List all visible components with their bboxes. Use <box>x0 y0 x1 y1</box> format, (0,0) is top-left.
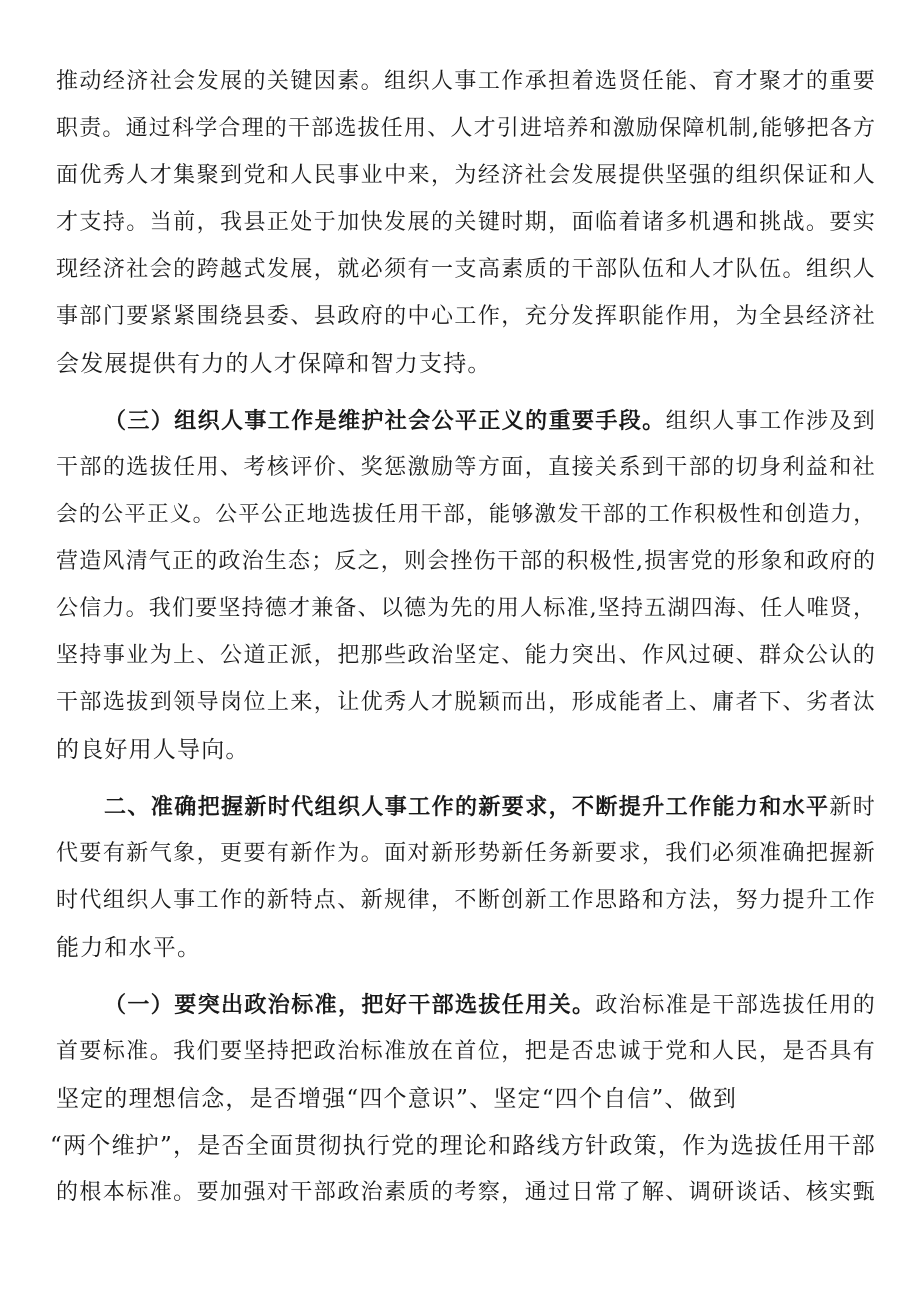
paragraph-line: 现经济社会的跨越式发展，就必须有一支高素质的干部队伍和人才队伍。组织人 <box>56 257 876 282</box>
paragraph-line: 营造风清气正的政治生态；反之，则会挫伤干部的积极性,损害党的形象和政府的 <box>56 549 877 574</box>
paragraph-line: 干部的选拔任用、考核评价、奖惩激励等方面，直接关系到干部的切身利益和社 <box>56 455 876 480</box>
section-heading: 二、准确把握新时代组织人事工作的新要求，不断提升工作能力和水平 <box>104 794 830 820</box>
paragraph-line: 坚定的理想信念，是否增强“四个意识”、坚定“四个自信”、做到 <box>56 1086 738 1112</box>
paragraph-line: 才支持。当前，我县正处于加快发展的关键时期，面临着诸多机遇和挑战。要实 <box>56 210 876 235</box>
paragraph-line: 的良好用人导向。 <box>56 737 250 763</box>
paragraph-line: 会的公平正义。公平公正地选拔任用干部，能够激发干部的工作积极性和创造力， <box>56 502 876 527</box>
paragraph-line: “两个维护”，是否全面贯彻执行党的理论和路线方针政策，作为选拔任用干部 <box>50 1133 876 1159</box>
paragraph-line: 首要标准。我们要坚持把政治标准放在首位，把是否忠诚于党和人民，是否具有 <box>56 1039 876 1064</box>
paragraph-line: 干部选拔到领导岗位上来，让优秀人才脱颖而出，形成能者上、庸者下、劣者汰 <box>56 690 876 715</box>
paragraph-line: 时代组织人事工作的新特点、新规律，不断创新工作思路和方法，努力提升工作 <box>56 888 876 913</box>
section-heading-line: 二、准确把握新时代组织人事工作的新要求，不断提升工作能力和水平新时 <box>104 794 877 820</box>
paragraph-line: 会发展提供有力的人才保障和智力支持。 <box>56 351 492 377</box>
paragraph-line: 公信力。我们要坚持德才兼备、以德为先的用人标准,坚持五湖四海、任人唯贤， <box>56 596 877 621</box>
paragraph-line: 职责。通过科学合理的干部选拔任用、人才引进培养和激励保障机制,能够把各方 <box>56 116 877 141</box>
section-heading-line: （三）组织人事工作是维护社会公平正义的重要手段。组织人事工作涉及到 <box>104 408 876 434</box>
paragraph-line: 推动经济社会发展的关键因素。组织人事工作承担着选贤任能、育才聚才的重要 <box>56 69 876 94</box>
paragraph-line: 事部门要紧紧围绕县委、县政府的中心工作，充分发挥职能作用，为全县经济社 <box>56 304 876 329</box>
paragraph-line: 的根本标准。要加强对干部政治素质的考察，通过日常了解、调研谈话、核实甄 <box>56 1180 876 1205</box>
paragraph-line: 代要有新气象，更要有新作为。面对新形势新任务新要求，我们必须准确把握新 <box>56 841 876 866</box>
section-heading: （三）组织人事工作是维护社会公平正义的重要手段。 <box>104 408 666 434</box>
section-heading-line: （一）要突出政治标准，把好干部选拔任用关。政治标准是干部选拔任用的 <box>104 992 877 1018</box>
paragraph-line: 能力和水平。 <box>56 935 202 961</box>
section-heading: （一）要突出政治标准，把好干部选拔任用关。 <box>104 992 596 1018</box>
paragraph-line: 面优秀人才集聚到党和人民事业中来，为经济社会发展提供坚强的组织保证和人 <box>56 163 876 188</box>
paragraph-line: 坚持事业为上、公道正派，把那些政治坚定、能力突出、作风过硬、群众公认的 <box>56 643 876 668</box>
